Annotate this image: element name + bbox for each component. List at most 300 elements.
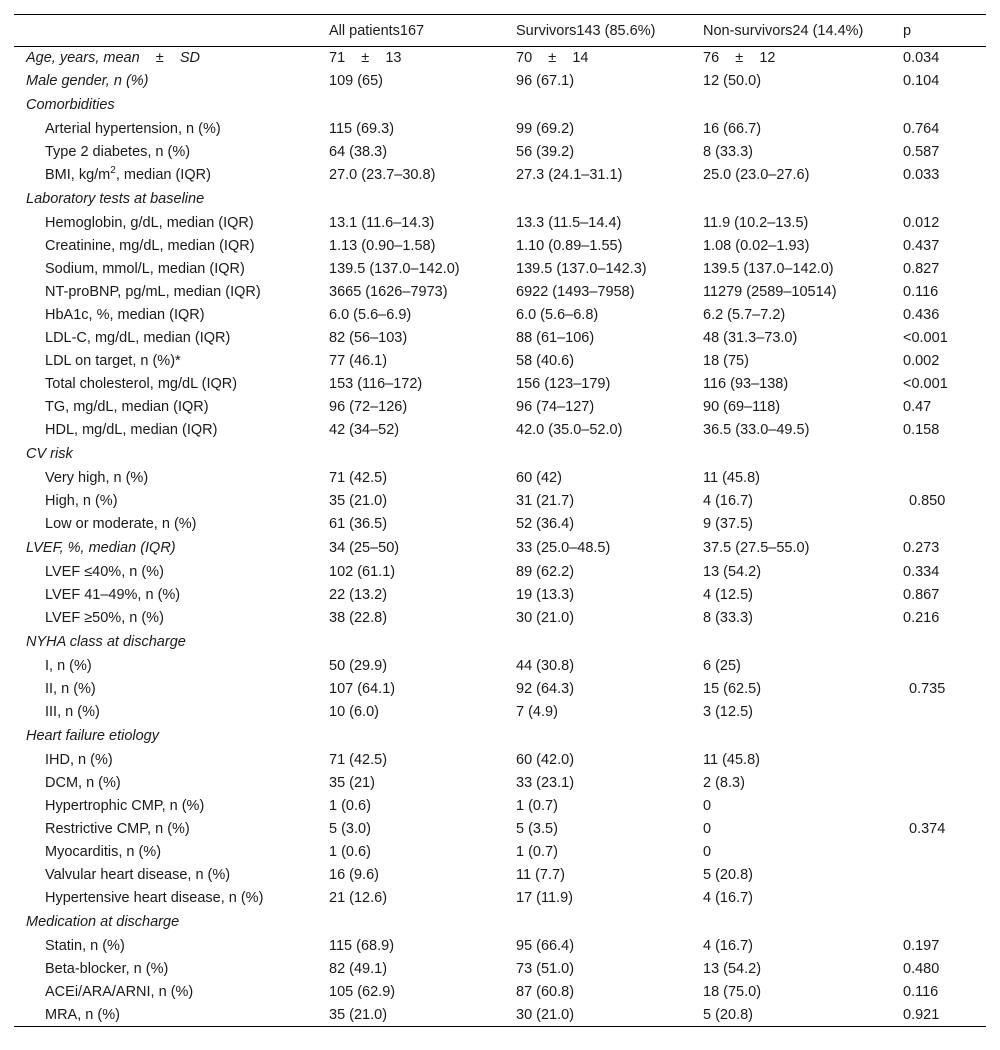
table-row <box>14 513 986 536</box>
row-label <box>14 536 317 561</box>
row-label-text: CV risk <box>26 446 73 462</box>
value-survivors: 17 (11.9) <box>516 890 573 906</box>
value-p: 0.735 <box>909 681 946 697</box>
row-label <box>14 935 317 958</box>
table-row <box>14 841 986 864</box>
value-survivors: 96 (67.1) <box>516 73 575 89</box>
row-label <box>14 818 317 841</box>
value-all-patients: 82 (49.1) <box>329 961 388 977</box>
value-p: 0.480 <box>903 961 940 977</box>
table-row <box>14 118 986 141</box>
value-survivors: 30 (21.0) <box>516 1006 575 1023</box>
header-variable <box>14 15 317 47</box>
value-non-survivors: 90 (69–118) <box>703 399 781 415</box>
table-row <box>14 235 986 258</box>
value-all-patients: 96 (72–126) <box>329 399 408 415</box>
row-label <box>14 141 317 164</box>
value-non-survivors: 76 ± 12 <box>703 50 776 67</box>
value-non-survivors: 11279 (2589–10514) <box>703 284 837 300</box>
row-label-text: Low or moderate, n (%) <box>45 516 197 532</box>
table-row <box>14 419 986 442</box>
value-non-survivors: 8 (33.3) <box>703 144 753 160</box>
table-row <box>14 749 986 772</box>
value-survivors: 88 (61–106) <box>516 330 595 346</box>
value-survivors: 6922 (1493–7958) <box>516 284 635 300</box>
value-p: 0.827 <box>903 261 940 277</box>
value-p: 0.104 <box>903 73 940 89</box>
value-survivors: 89 (62.2) <box>516 564 575 580</box>
row-label-text: Myocarditis, n (%) <box>45 844 162 860</box>
row-label-text: High, n (%) <box>45 493 118 509</box>
value-all-patients: 10 (6.0) <box>329 704 379 720</box>
value-p: 0.116 <box>903 284 939 300</box>
value-p <box>891 442 986 467</box>
value-p: 0.47 <box>903 399 932 415</box>
section-row <box>14 724 986 749</box>
value-all-patients: 1 (0.6) <box>329 844 371 860</box>
value-survivors: 1.10 (0.89–1.55) <box>516 238 623 254</box>
header-row <box>14 15 986 47</box>
value-all-patients: 1 (0.6) <box>329 798 371 814</box>
row-label-text: Comorbidities <box>26 97 115 113</box>
row-label <box>14 513 317 536</box>
value-p: 0.334 <box>903 564 940 580</box>
table-row <box>14 304 986 327</box>
value-survivors <box>504 187 691 212</box>
value-non-survivors: 139.5 (137.0–142.0) <box>703 261 834 277</box>
table-row <box>14 958 986 981</box>
row-label <box>14 678 317 701</box>
value-p: 0.158 <box>903 422 940 438</box>
value-all-patients: 1.13 (0.90–1.58) <box>329 238 436 254</box>
header-non-survivors: Non-survivors24 (14.4%) <box>703 22 864 39</box>
section-row <box>14 630 986 655</box>
value-non-survivors: 9 (37.5) <box>703 516 753 532</box>
row-label <box>14 724 317 749</box>
row-label <box>14 419 317 442</box>
value-p: 0.587 <box>903 144 940 160</box>
value-p: 0.850 <box>909 493 946 509</box>
row-label-text: IHD, n (%) <box>45 752 113 768</box>
value-p <box>891 93 986 118</box>
baseline-characteristics-table <box>14 14 986 1027</box>
value-survivors: 1 (0.7) <box>516 798 558 814</box>
row-label-text: Hypertensive heart disease, n (%) <box>45 890 264 906</box>
table-row <box>14 396 986 419</box>
value-p: 0.273 <box>903 540 940 556</box>
table-row <box>14 212 986 235</box>
value-p <box>891 772 986 795</box>
row-label <box>14 795 317 818</box>
row-label <box>14 887 317 910</box>
value-non-survivors: 6 (25) <box>703 658 741 674</box>
value-p <box>891 630 986 655</box>
value-p: 0.012 <box>903 215 940 231</box>
table-row <box>14 935 986 958</box>
value-all-patients <box>317 442 504 467</box>
value-all-patients: 13.1 (11.6–14.3) <box>329 215 435 231</box>
row-label <box>14 584 317 607</box>
row-label <box>14 910 317 935</box>
value-survivors: 70 ± 14 <box>516 50 589 67</box>
table-row <box>14 887 986 910</box>
value-non-survivors <box>691 187 891 212</box>
value-non-survivors: 116 (93–138) <box>703 376 789 392</box>
row-label-text: DCM, n (%) <box>45 775 121 791</box>
row-label <box>14 118 317 141</box>
value-non-survivors: 2 (8.3) <box>703 775 745 791</box>
table-row <box>14 701 986 724</box>
value-survivors: 60 (42.0) <box>516 752 575 768</box>
value-non-survivors: 15 (62.5) <box>703 681 762 697</box>
value-survivors: 92 (64.3) <box>516 681 575 697</box>
value-survivors: 56 (39.2) <box>516 144 575 160</box>
row-label-text: LVEF ≤40%, n (%) <box>45 564 164 580</box>
value-all-patients <box>317 910 504 935</box>
row-label <box>14 258 317 281</box>
row-label-text: ACEi/ARA/ARNI, n (%) <box>45 984 194 1000</box>
row-label <box>14 327 317 350</box>
value-survivors: 33 (25.0–48.5) <box>516 540 611 556</box>
value-p <box>891 864 986 887</box>
value-p: 0.002 <box>903 353 940 369</box>
row-label-text: HbA1c, %, median (IQR) <box>45 307 205 323</box>
value-non-survivors: 11.9 (10.2–13.5) <box>703 215 809 231</box>
value-non-survivors: 13 (54.2) <box>703 961 762 977</box>
value-all-patients: 64 (38.3) <box>329 144 388 160</box>
value-survivors: 44 (30.8) <box>516 658 575 674</box>
value-all-patients: 102 (61.1) <box>329 564 396 580</box>
row-label-text: NT-proBNP, pg/mL, median (IQR) <box>45 284 261 300</box>
value-p: 0.374 <box>909 821 946 837</box>
row-label-text: BMI, kg/m <box>45 167 111 183</box>
row-label <box>14 841 317 864</box>
value-all-patients: 71 (42.5) <box>329 752 388 768</box>
value-all-patients: 42 (34–52) <box>329 422 400 438</box>
row-label-text: HDL, mg/dL, median (IQR) <box>45 422 218 438</box>
row-label-suffix: , median (IQR) <box>115 167 211 183</box>
value-p: 0.197 <box>903 938 940 954</box>
value-all-patients: 82 (56–103) <box>329 330 408 346</box>
value-p <box>891 701 986 724</box>
row-label-text: TG, mg/dL, median (IQR) <box>45 399 209 415</box>
row-label <box>14 467 317 490</box>
header-survivors: Survivors143 (85.6%) <box>516 22 656 39</box>
row-label <box>14 235 317 258</box>
row-label-text: NYHA class at discharge <box>26 634 186 650</box>
table-row <box>14 655 986 678</box>
table-row <box>14 772 986 795</box>
value-non-survivors: 18 (75) <box>703 353 749 369</box>
row-label <box>14 187 317 212</box>
row-label <box>14 655 317 678</box>
value-all-patients: 77 (46.1) <box>329 353 388 369</box>
table-row <box>14 818 986 841</box>
row-label-text: Laboratory tests at baseline <box>26 191 205 207</box>
value-p: <0.001 <box>903 330 948 346</box>
value-all-patients: 3665 (1626–7973) <box>329 284 448 300</box>
value-p: <0.001 <box>903 376 948 392</box>
value-survivors: 19 (13.3) <box>516 587 575 603</box>
table-row <box>14 981 986 1004</box>
value-non-survivors <box>691 93 891 118</box>
table-row <box>14 350 986 373</box>
value-p: 0.436 <box>903 307 940 323</box>
value-all-patients: 50 (29.9) <box>329 658 388 674</box>
value-survivors: 27.3 (24.1–31.1) <box>516 167 623 183</box>
value-survivors: 52 (36.4) <box>516 516 575 532</box>
table-row <box>14 490 986 513</box>
row-label <box>14 630 317 655</box>
value-all-patients: 5 (3.0) <box>329 821 371 837</box>
value-non-survivors <box>691 442 891 467</box>
value-survivors: 139.5 (137.0–142.3) <box>516 261 647 277</box>
row-label <box>14 958 317 981</box>
value-all-patients: 153 (116–172) <box>329 376 423 392</box>
row-label-text: Statin, n (%) <box>45 938 125 954</box>
value-p <box>891 467 986 490</box>
header-p-value: p <box>903 22 912 39</box>
row-label <box>14 164 317 187</box>
row-label-text: Type 2 diabetes, n (%) <box>45 144 191 160</box>
value-non-survivors: 13 (54.2) <box>703 564 762 580</box>
value-survivors <box>504 442 691 467</box>
section-row <box>14 442 986 467</box>
value-survivors: 13.3 (11.5–14.4) <box>516 215 622 231</box>
table-row <box>14 584 986 607</box>
row-label <box>14 212 317 235</box>
row-label <box>14 561 317 584</box>
value-non-survivors: 18 (75.0) <box>703 984 762 1000</box>
value-all-patients: 35 (21.0) <box>329 1006 388 1023</box>
table-row <box>14 258 986 281</box>
value-survivors: 58 (40.6) <box>516 353 575 369</box>
row-label-text: Arterial hypertension, n (%) <box>45 121 221 137</box>
value-all-patients <box>317 724 504 749</box>
value-all-patients: 109 (65) <box>329 73 384 89</box>
row-label <box>14 93 317 118</box>
row-label-text: LDL on target, n (%)* <box>45 353 181 369</box>
row-label <box>14 396 317 419</box>
value-non-survivors: 6.2 (5.7–7.2) <box>703 307 786 323</box>
value-p: 0.116 <box>903 984 939 1000</box>
value-non-survivors: 0 <box>703 821 712 837</box>
value-non-survivors: 5 (20.8) <box>703 1006 753 1023</box>
value-non-survivors: 16 (66.7) <box>703 121 762 137</box>
value-survivors: 60 (42) <box>516 470 562 486</box>
value-non-survivors: 12 (50.0) <box>703 73 762 89</box>
value-non-survivors: 48 (31.3–73.0) <box>703 330 798 346</box>
row-label <box>14 749 317 772</box>
value-survivors: 95 (66.4) <box>516 938 575 954</box>
value-survivors: 87 (60.8) <box>516 984 575 1000</box>
value-all-patients: 34 (25–50) <box>329 540 400 556</box>
table-row <box>14 141 986 164</box>
value-all-patients: 115 (69.3) <box>329 121 395 137</box>
row-label-text: LVEF, %, median (IQR) <box>26 540 176 556</box>
row-label-superscript: 2 <box>110 165 116 177</box>
value-non-survivors: 5 (20.8) <box>703 867 753 883</box>
value-non-survivors <box>691 910 891 935</box>
value-non-survivors: 4 (16.7) <box>703 890 753 906</box>
value-all-patients: 115 (68.9) <box>329 938 395 954</box>
value-all-patients: 71 ± 13 <box>329 50 402 67</box>
row-label-text: Valvular heart disease, n (%) <box>45 867 231 883</box>
value-non-survivors: 4 (16.7) <box>703 493 753 509</box>
value-survivors: 33 (23.1) <box>516 775 575 791</box>
row-label <box>14 490 317 513</box>
value-survivors: 73 (51.0) <box>516 961 575 977</box>
table-header <box>14 15 986 47</box>
value-p: 0.033 <box>903 167 940 183</box>
row-label <box>14 442 317 467</box>
row-label-text: LVEF 41–49%, n (%) <box>45 587 181 603</box>
row-label <box>14 864 317 887</box>
value-non-survivors: 11 (45.8) <box>703 752 760 768</box>
row-label <box>14 281 317 304</box>
value-p <box>891 795 986 818</box>
value-p <box>891 749 986 772</box>
value-non-survivors: 11 (45.8) <box>703 470 760 486</box>
value-all-patients <box>317 630 504 655</box>
value-all-patients: 38 (22.8) <box>329 610 388 626</box>
row-label-text: III, n (%) <box>45 704 100 720</box>
value-non-survivors: 0 <box>703 798 712 814</box>
value-non-survivors: 25.0 (23.0–27.6) <box>703 167 810 183</box>
value-survivors: 42.0 (35.0–52.0) <box>516 422 623 438</box>
row-label-text: Beta-blocker, n (%) <box>45 961 169 977</box>
section-row <box>14 536 986 561</box>
value-p <box>891 187 986 212</box>
value-all-patients: 35 (21.0) <box>329 493 388 509</box>
row-label <box>14 701 317 724</box>
row-label <box>14 772 317 795</box>
row-label-text: LDL-C, mg/dL, median (IQR) <box>45 330 231 346</box>
value-non-survivors: 36.5 (33.0–49.5) <box>703 422 810 438</box>
row-label-text: Creatinine, mg/dL, median (IQR) <box>45 238 255 254</box>
value-non-survivors <box>691 630 891 655</box>
value-p: 0.034 <box>903 50 940 67</box>
row-label-text: Hypertrophic CMP, n (%) <box>45 798 205 814</box>
value-survivors: 5 (3.5) <box>516 821 558 837</box>
header-all-patients: All patients167 <box>329 22 425 39</box>
value-survivors: 11 (7.7) <box>516 867 565 883</box>
value-p: 0.867 <box>903 587 940 603</box>
value-survivors: 30 (21.0) <box>516 610 575 626</box>
row-label <box>14 981 317 1004</box>
value-survivors: 96 (74–127) <box>516 399 595 415</box>
section-row <box>14 93 986 118</box>
value-survivors: 6.0 (5.6–6.8) <box>516 307 599 323</box>
value-all-patients <box>317 93 504 118</box>
row-label <box>14 70 317 93</box>
value-all-patients: 107 (64.1) <box>329 681 396 697</box>
row-label-text: II, n (%) <box>45 681 96 697</box>
value-p <box>891 841 986 864</box>
table-row <box>14 47 986 70</box>
value-survivors <box>504 910 691 935</box>
value-p: 0.437 <box>903 238 940 254</box>
value-non-survivors <box>691 724 891 749</box>
row-label-text: Hemoglobin, g/dL, median (IQR) <box>45 215 254 231</box>
table-row <box>14 864 986 887</box>
value-survivors: 99 (69.2) <box>516 121 575 137</box>
table-row <box>14 327 986 350</box>
row-label-text: Age, years, mean ± SD <box>26 50 200 67</box>
value-non-survivors: 8 (33.3) <box>703 610 753 626</box>
table-row <box>14 70 986 93</box>
row-label-text: Sodium, mmol/L, median (IQR) <box>45 261 245 277</box>
table-row <box>14 1004 986 1027</box>
value-non-survivors: 4 (16.7) <box>703 938 753 954</box>
value-all-patients: 61 (36.5) <box>329 516 388 532</box>
section-row <box>14 910 986 935</box>
value-all-patients: 71 (42.5) <box>329 470 388 486</box>
table-row <box>14 164 986 187</box>
value-survivors: 31 (21.7) <box>516 493 575 509</box>
table-row <box>14 795 986 818</box>
value-non-survivors: 0 <box>703 844 712 860</box>
value-p: 0.216 <box>903 610 940 626</box>
value-p <box>891 655 986 678</box>
value-all-patients: 105 (62.9) <box>329 984 396 1000</box>
table-row <box>14 467 986 490</box>
value-survivors: 1 (0.7) <box>516 844 558 860</box>
row-label-text: Heart failure etiology <box>26 728 159 744</box>
row-label-text: LVEF ≥50%, n (%) <box>45 610 164 626</box>
row-label <box>14 373 317 396</box>
value-non-survivors: 4 (12.5) <box>703 587 753 603</box>
table-row <box>14 373 986 396</box>
value-p: 0.764 <box>903 121 940 137</box>
row-label-text: Medication at discharge <box>26 914 180 930</box>
value-all-patients <box>317 187 504 212</box>
value-non-survivors: 37.5 (27.5–55.0) <box>703 540 810 556</box>
value-all-patients: 27.0 (23.7–30.8) <box>329 167 436 183</box>
value-survivors <box>504 630 691 655</box>
row-label-text: Male gender, n (%) <box>26 73 149 89</box>
value-non-survivors: 1.08 (0.02–1.93) <box>703 238 810 254</box>
value-all-patients: 6.0 (5.6–6.9) <box>329 307 412 323</box>
value-survivors <box>504 93 691 118</box>
value-survivors <box>504 724 691 749</box>
value-all-patients: 35 (21) <box>329 775 375 791</box>
table-row <box>14 607 986 630</box>
value-survivors: 7 (4.9) <box>516 704 558 720</box>
value-all-patients: 139.5 (137.0–142.0) <box>329 261 460 277</box>
value-all-patients: 22 (13.2) <box>329 587 388 603</box>
value-p <box>891 887 986 910</box>
row-label <box>14 1004 317 1027</box>
section-row <box>14 187 986 212</box>
table-row <box>14 561 986 584</box>
table-row <box>14 281 986 304</box>
value-all-patients: 16 (9.6) <box>329 867 379 883</box>
row-label-text: Very high, n (%) <box>45 470 149 486</box>
table-body <box>14 47 986 1027</box>
value-all-patients: 21 (12.6) <box>329 890 388 906</box>
table-row <box>14 678 986 701</box>
value-p <box>891 513 986 536</box>
value-non-survivors: 3 (12.5) <box>703 704 753 720</box>
row-label-text: Total cholesterol, mg/dL (IQR) <box>45 376 238 392</box>
row-label <box>14 47 317 70</box>
row-label <box>14 350 317 373</box>
value-p: 0.921 <box>903 1006 940 1023</box>
value-p <box>891 910 986 935</box>
row-label <box>14 304 317 327</box>
value-survivors: 156 (123–179) <box>516 376 611 392</box>
